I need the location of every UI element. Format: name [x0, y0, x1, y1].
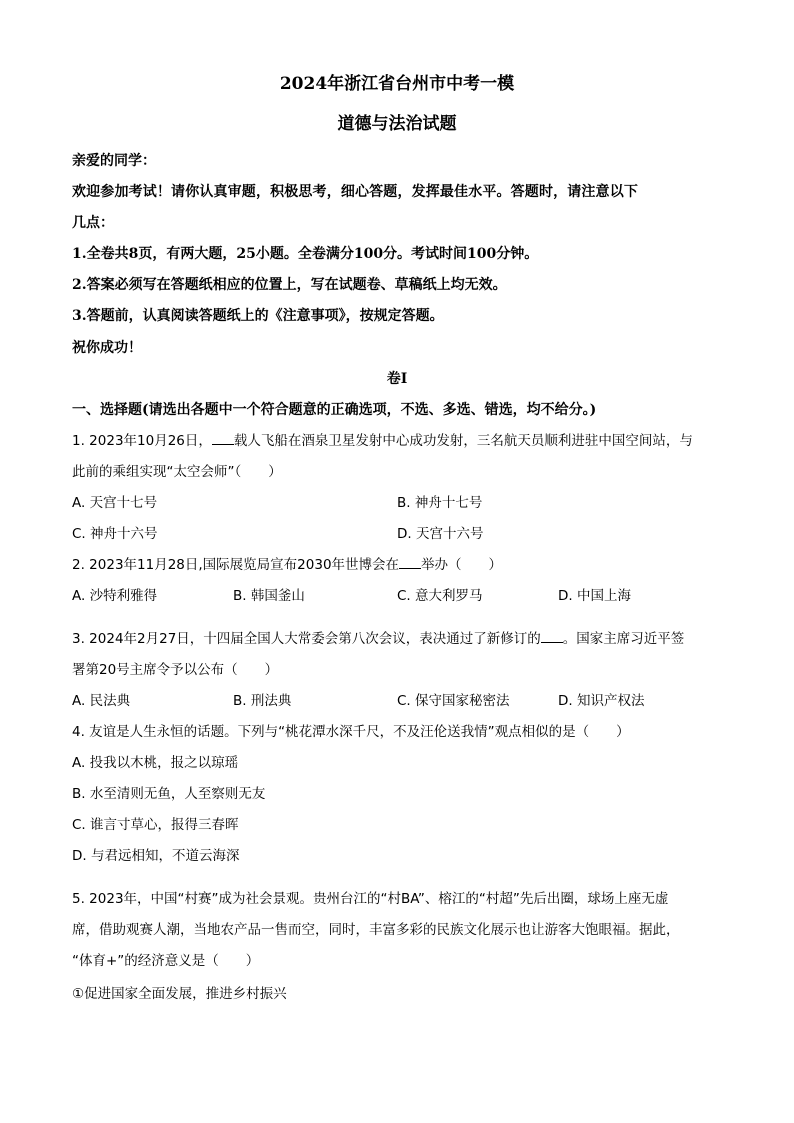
question-3-text: 3. 2024年2月27日，十四届全国人大常委会第八次会议，表决通过了新修订的 — [72, 631, 541, 647]
answer-blank — [541, 630, 563, 643]
question-3-text: 。国家主席习近平签 — [562, 631, 685, 647]
question-1-option-b: B. 神舟十七号 — [397, 495, 483, 511]
question-3-option-c: C. 保守国家秘密法 — [397, 693, 510, 709]
question-1-stem — [72, 432, 693, 450]
question-4-option-c: C. 谁言寸草心，报得三春晖 — [72, 817, 239, 833]
exam-title: 2024年浙江省台州市中考一模 — [279, 74, 515, 94]
question-1-text: 载人飞船在酒泉卫星发射中心成功发射，三名航天员顺利进驻中国空间站，与 — [233, 433, 693, 449]
instruction-item-2: 2.答案必须写在答题纸相应的位置上，写在试题卷、草稿纸上均无效。 — [72, 277, 507, 293]
question-4-option-a: A. 投我以木桃，报之以琼瑶 — [72, 755, 239, 771]
section-heading: 一、选择题(请选出各题中一个符合题意的正确选项，不选、多选、错选，均不给分。) — [72, 402, 597, 418]
question-5-statement-1: ①促进国家全面发展，推进乡村振兴 — [72, 986, 287, 1002]
question-1-text: 1. 2023年10月26日， — [72, 433, 212, 449]
question-3-stem — [72, 630, 684, 648]
question-2-text: 2. 2023年11月28日,国际展览局宣布2030年世博会在 — [72, 557, 400, 573]
question-1-option-c: C. 神舟十六号 — [72, 526, 158, 542]
question-3-option-b: B. 刑法典 — [233, 693, 292, 709]
question-3-option-a: A. 民法典 — [72, 693, 131, 709]
instruction-item-3: 3.答题前，认真阅读答题纸上的《注意事项》，按规定答题。 — [72, 308, 444, 324]
question-2-stem — [72, 556, 502, 574]
question-2-option-c: C. 意大利罗马 — [397, 588, 483, 604]
question-5-stem-cont: “体育+”的经济意义是（ ） — [72, 953, 260, 969]
question-5-stem-cont: 席，借助观赛人潮，当地农产品一售而空，同时，丰富多彩的民族文化展示也让游客大饱眼福。据此， — [72, 922, 680, 938]
question-3-stem-cont: 署第20号主席令予以公布（ ） — [72, 662, 279, 678]
question-2-option-d: D. 中国上海 — [558, 588, 631, 604]
question-2-option-a: A. 沙特利雅得 — [72, 588, 158, 604]
question-1-stem-cont: 此前的乘组实现“太空会师”（ ） — [72, 464, 282, 480]
exam-subtitle: 道德与法治试题 — [337, 114, 457, 134]
question-2-option-b: B. 韩国釜山 — [233, 588, 305, 604]
answer-blank — [212, 432, 234, 445]
answer-blank — [399, 556, 421, 569]
instruction-line: 欢迎参加考试！请你认真审题，积极思考，细心答题，发挥最佳水平。答题时，请注意以下 — [72, 184, 638, 200]
question-2-text: 举办（ ） — [421, 557, 503, 573]
question-4-option-b: B. 水至清则无鱼，人至察则无友 — [72, 786, 266, 802]
volume-label: 卷Ⅰ — [386, 371, 408, 387]
instruction-line: 几点： — [72, 215, 114, 231]
question-1-option-a: A. 天宫十七号 — [72, 495, 158, 511]
question-1-option-d: D. 天宫十六号 — [397, 526, 484, 542]
question-5-stem: 5. 2023年，中国“村赛”成为社会景观。贵州台江的“村BA”、榕江的“村超”先后出圈，球场上座无虚 — [72, 891, 669, 907]
greeting: 亲爱的同学： — [72, 153, 156, 169]
question-3-option-d: D. 知识产权法 — [558, 693, 645, 709]
wish-text: 祝你成功！ — [72, 340, 142, 356]
instruction-item-1: 1.全卷共8页，有两大题，25小题。全卷满分100分。考试时间100分钟。 — [72, 246, 539, 262]
question-4-stem: 4. 友谊是人生永恒的话题。下列与“桃花潭水深千尺，不及汪伦送我情”观点相似的是（ ） — [72, 724, 630, 740]
question-4-option-d: D. 与君远相知，不道云海深 — [72, 848, 240, 864]
